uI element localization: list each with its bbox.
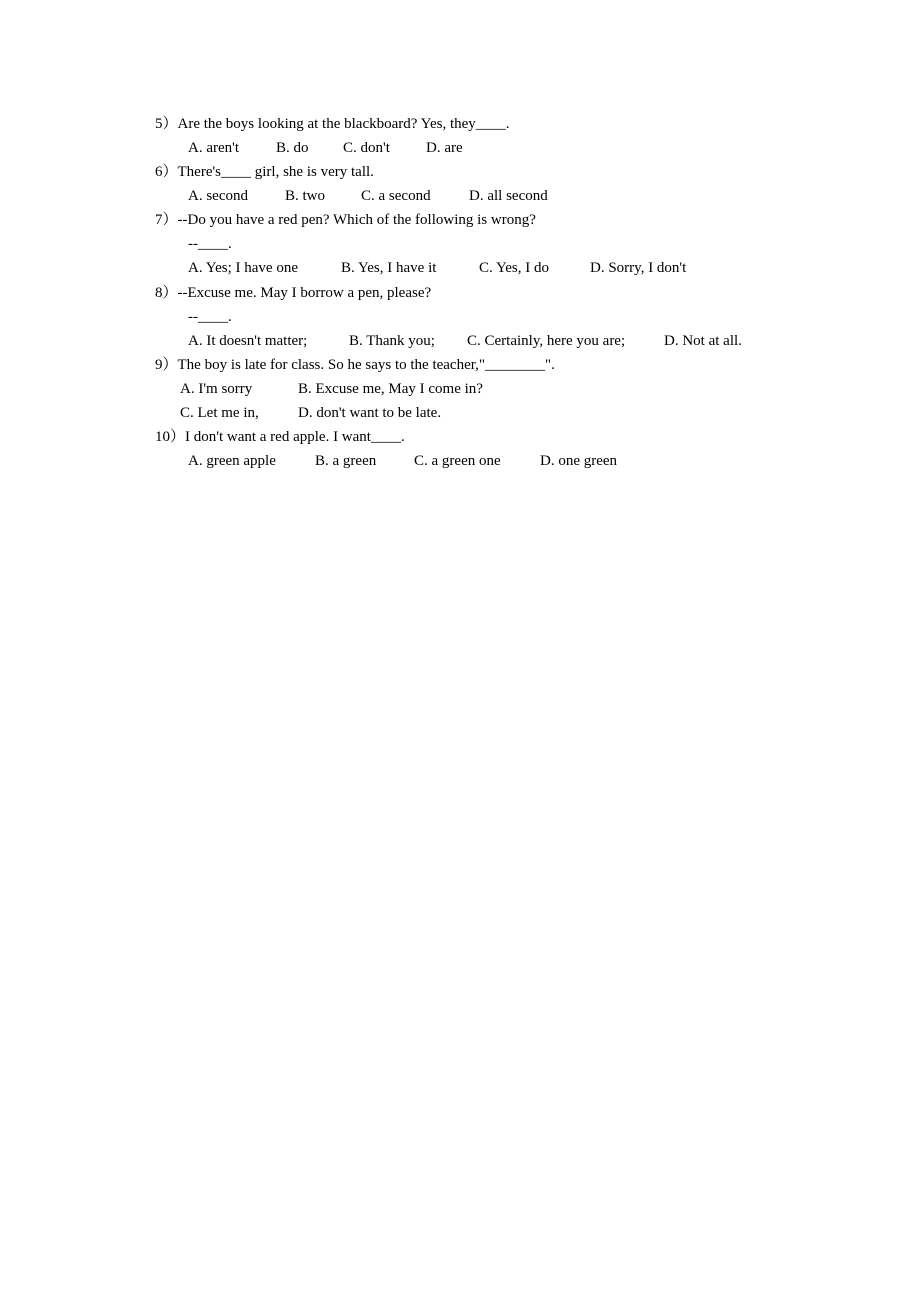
question-7-option-a: A. Yes; I have one: [188, 260, 298, 276]
question-8-stem: 8）--Excuse me. May I borrow a pen, please?: [155, 285, 432, 301]
question-10-option-a: A. green apple: [188, 453, 276, 469]
question-7-option-c: C. Yes, I do: [479, 260, 550, 276]
question-6-option-d: D. all second: [469, 188, 548, 204]
question-7-stem: 7）--Do you have a red pen? Which of the following is wrong?: [155, 212, 536, 228]
question-5-option-c: C. don't: [343, 140, 390, 156]
question-7-option-b: B. Yes, I have it: [341, 260, 437, 276]
question-9-stem: 9）The boy is late for class. So he says to the teacher,"________".: [155, 357, 555, 373]
question-7-answer-line: --____.: [188, 236, 232, 252]
question-9-option-d: D. don't want to be late.: [298, 405, 442, 421]
question-5-option-b: B. do: [276, 140, 309, 156]
question-8-answer-line: --____.: [188, 309, 232, 325]
question-5-option-d: D. are: [426, 140, 463, 156]
question-5-stem: 5）Are the boys looking at the blackboard? Yes, they____.: [155, 116, 510, 132]
question-9-option-c: C. Let me in,: [180, 405, 259, 421]
question-6-option-a: A. second: [188, 188, 248, 204]
question-6-option-c: C. a second: [361, 188, 431, 204]
question-8-option-d: D. Not at all.: [664, 333, 742, 349]
question-9-option-b: B. Excuse me, May I come in?: [298, 381, 483, 397]
question-6-option-b: B. two: [285, 188, 326, 204]
question-6-stem: 6）There's____ girl, she is very tall.: [155, 164, 374, 180]
question-8-option-c: C. Certainly, here you are;: [467, 333, 626, 349]
question-9-option-a: A. I'm sorry: [180, 381, 253, 397]
question-10-option-b: B. a green: [315, 453, 377, 469]
question-10-option-c: C. a green one: [414, 453, 501, 469]
question-8-option-a: A. It doesn't matter;: [188, 333, 308, 349]
question-10-stem: 10）I don't want a red apple. I want____.: [155, 429, 405, 445]
question-5-option-a: A. aren't: [188, 140, 240, 156]
question-8-option-b: B. Thank you;: [349, 333, 435, 349]
question-10-option-d: D. one green: [540, 453, 618, 469]
question-7-option-d: D. Sorry, I don't: [590, 260, 687, 276]
